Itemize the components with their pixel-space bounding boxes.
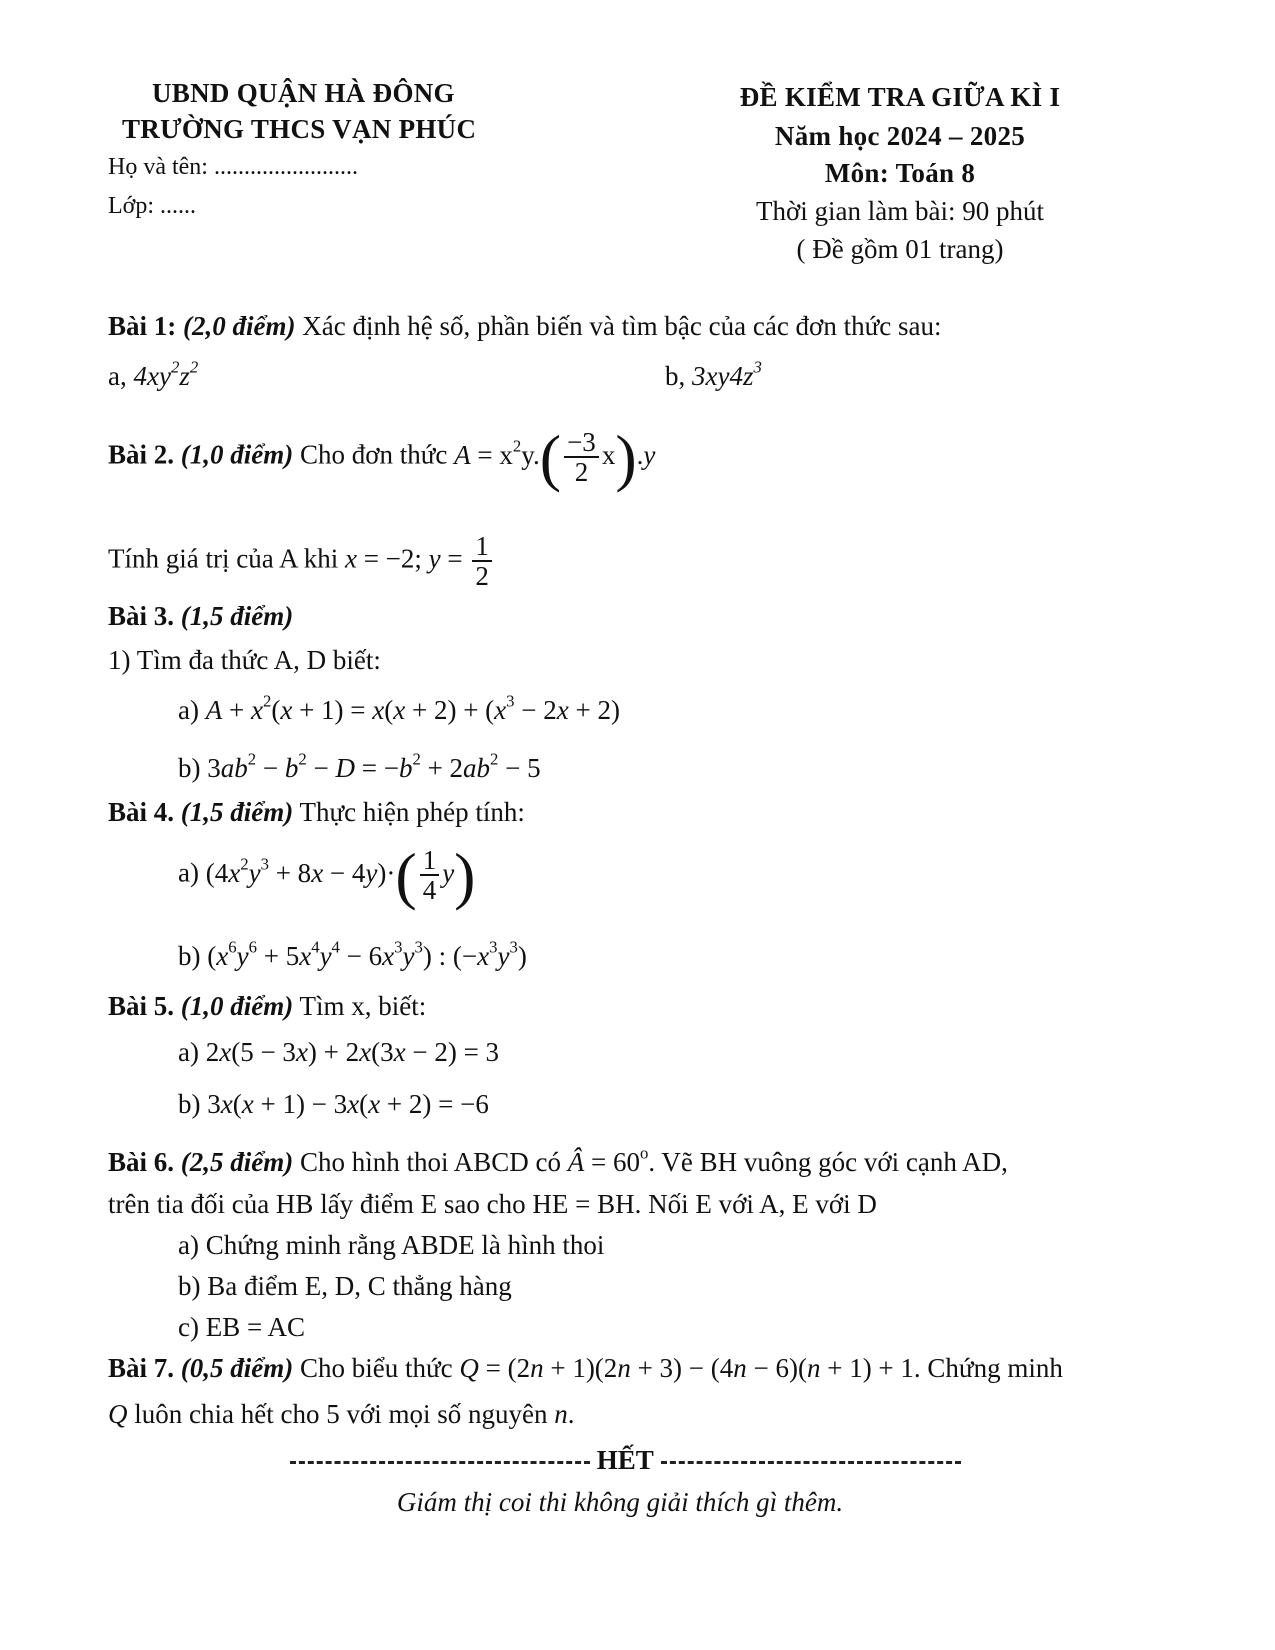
bai1-text: Xác định hệ số, phần biến và tìm bậc của các đơn thức sau:: [302, 311, 942, 341]
bai7-n: n: [554, 1399, 568, 1429]
bai6-c: c) EB = AC: [178, 1312, 305, 1342]
end-text: HẾT: [596, 1445, 654, 1475]
bai3-b-expr: $3ab^2 - b^2 - D = -b^2 + 2ab^2 - 5$: [207, 749, 541, 783]
bai4-a: [178, 839, 476, 911]
bai7-expr: Q = (2n + 1)(2n + 3) − (4n − 6)(n + 1) + 1: [459, 1353, 914, 1383]
bai4-text: Thực hiện phép tính:: [299, 797, 525, 827]
bai5-a-expr: 2x(5 − 3x) + 2x(3x − 2) = 3: [205, 1037, 500, 1067]
duration: Thời gian làm bài: 90 phút: [756, 196, 1044, 226]
bai7-line2: Q luôn chia hết cho 5 với mọi số nguyên n.: [108, 1399, 575, 1429]
bai3-b: [178, 749, 541, 784]
bai3-title: Bài 3.: [108, 601, 175, 631]
bai7-text1: Cho biểu thức: [300, 1353, 453, 1383]
bai5-a-label: a): [178, 1037, 199, 1067]
bai7-heading: [108, 1352, 1063, 1384]
bai1-b-expr: $3xy4z^3$: [692, 357, 762, 391]
footer-note: Giám thị coi thi không giải thích gì thêm.: [396, 1487, 844, 1517]
header-district: UBND QUẬN HÀ ĐÔNG: [152, 78, 455, 108]
bai4-a-label: a): [178, 857, 199, 888]
bai3-points: (1,5 điểm): [180, 601, 294, 631]
bai5-b-expr: 3x(x + 1) − 3x(x + 2) = −6: [207, 1089, 489, 1119]
bai5-a: [178, 1036, 499, 1068]
end-line: [290, 1444, 950, 1476]
bai3-a-expr: A: [205, 695, 223, 725]
bai1-a: [108, 357, 199, 392]
bai2-values: x: [344, 543, 357, 574]
bai3-sub1: 1) Tìm đa thức A, D biết:: [108, 645, 381, 675]
bai6-angle: Â = $60^o$: [567, 1143, 649, 1177]
bai1-title: Bài 1:: [108, 311, 177, 341]
bai2-heading: [108, 421, 656, 493]
bai6-heading: [108, 1143, 1008, 1178]
bai7-points: (0,5 điểm): [180, 1353, 294, 1383]
subject: Môn: Toán 8: [824, 158, 976, 188]
bai3-b-label: b): [178, 753, 201, 783]
bai1-b: [665, 357, 762, 392]
bai7-title: Bài 7.: [108, 1353, 175, 1383]
bai2-title: Bài 2.: [108, 439, 175, 470]
bai1-a-label: a,: [108, 361, 127, 391]
bai5-title: Bài 5.: [108, 991, 175, 1021]
bai5-heading: [108, 990, 426, 1022]
bai4-b-expr: $(x^6y^6 + 5x^4y^4 - 6x^3y^3)$ : $(-x^3y^3)$: [207, 937, 527, 971]
bai4-points: (1,5 điểm): [180, 797, 294, 827]
bai4-b-label: b): [178, 941, 201, 971]
page-count: ( Đề gồm 01 trang): [796, 234, 1004, 264]
bai6-a: a) Chứng minh rằng ABDE là hình thoi: [178, 1230, 605, 1260]
bai4-title: Bài 4.: [108, 797, 175, 827]
bai3-a-label: a): [178, 695, 199, 725]
bai4-b: [178, 937, 527, 972]
bai6-b: b) Ba điểm E, D, C thẳng hàng: [178, 1271, 512, 1301]
bai2-points: (1,0 điểm): [180, 439, 294, 470]
bai2-line2: Tính giá trị của A khi x = −2; y = $\frac{1}{2}$: [108, 532, 495, 591]
end-dash-left: [290, 1461, 590, 1464]
bai4-a-expr: $(4x^2y^3 + 8x - 4y)\cdot$( $\frac{1}{4}$ y): [205, 839, 476, 911]
bai6-points: (2,5 điểm): [180, 1147, 294, 1177]
bai2-line2-text: Tính giá trị của A khi: [108, 543, 339, 574]
bai7-q: Q: [108, 1399, 128, 1429]
bai3-heading: [108, 600, 293, 632]
bai5-points: (1,0 điểm): [180, 991, 294, 1021]
header-class-label: Lớp: ......: [108, 193, 197, 219]
bai5-b-label: b): [178, 1089, 201, 1119]
bai5-text: Tìm x, biết:: [299, 991, 427, 1021]
bai7-line2-text: luôn chia hết cho 5 với mọi số nguyên: [134, 1399, 548, 1429]
bai2-text: Cho đơn thức: [300, 439, 448, 470]
header-school: TRƯỜNG THCS VẠN PHÚC: [122, 114, 477, 144]
end-dash-right: [661, 1461, 961, 1464]
bai3-a: a) $A + x^2(x + 1) = x(x + 2) + (x^3 - 2x + 2)$: [178, 691, 620, 725]
bai4-heading: [108, 796, 525, 828]
bai6-line2: trên tia đối của HB lấy điểm E sao cho HE = BH. Nối E với A, E với D: [108, 1189, 877, 1219]
bai6-text2: . Vẽ BH vuông góc với cạnh AD,: [648, 1147, 1008, 1177]
bai1-b-label: b,: [665, 361, 686, 391]
bai1-a-expr: $4xy^2z^2$: [133, 357, 199, 391]
bai6-text1: Cho hình thoi ABCD có: [300, 1147, 562, 1177]
bai6-title: Bài 6.: [108, 1147, 175, 1177]
bai7-text2: . Chứng minh: [913, 1353, 1063, 1383]
bai5-b: [178, 1088, 489, 1120]
bai2-monomial: $A = x^2y$.( $\frac{-3}{2}$ x).y: [454, 421, 656, 493]
bai1-heading: [108, 310, 941, 342]
bai1-points: (2,0 điểm): [183, 311, 296, 341]
header-name-label: Họ và tên: ........................: [108, 154, 358, 180]
school-year: Năm học 2024 – 2025: [774, 121, 1026, 151]
exam-title: ĐỀ KIỂM TRA GIỮA KÌ I: [739, 82, 1061, 112]
